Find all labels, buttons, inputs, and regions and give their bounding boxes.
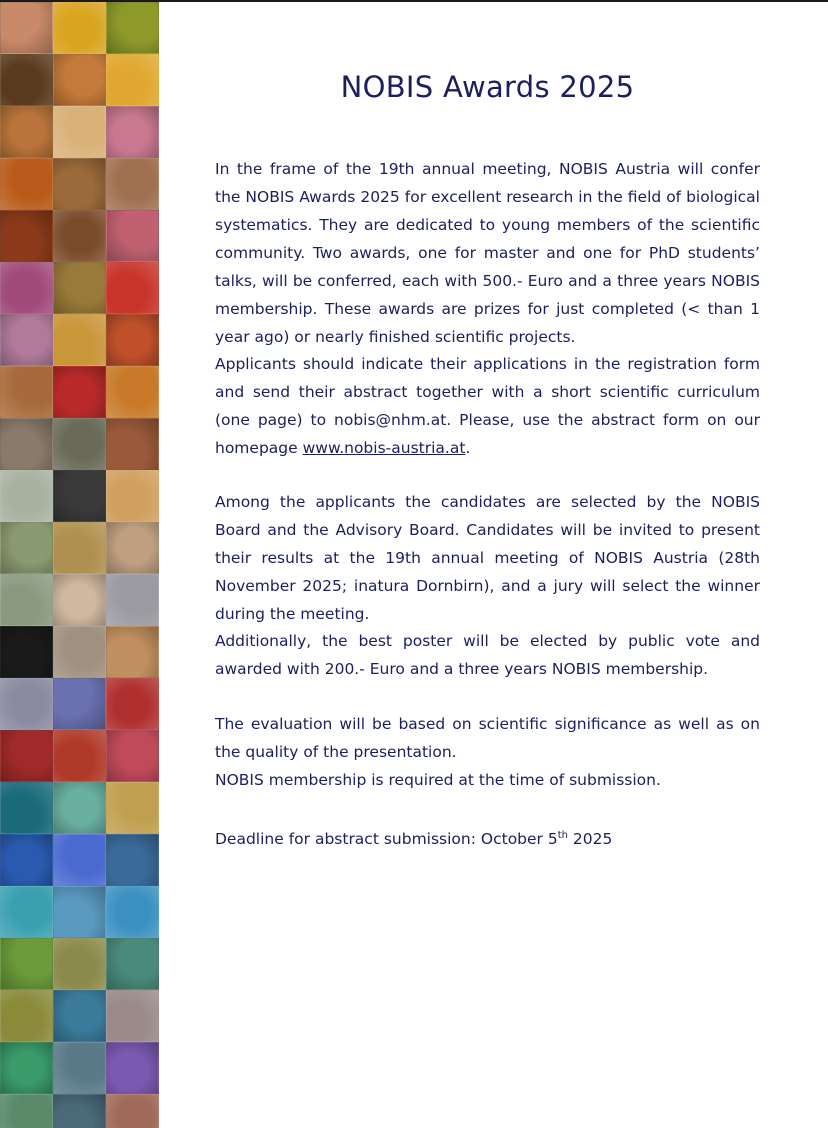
mosaic-photo-tile <box>53 158 106 210</box>
mosaic-photo-tile <box>106 418 159 470</box>
mosaic-photo-tile <box>0 1042 53 1094</box>
deadline-year: 2025 <box>567 830 613 849</box>
biodiversity-photo-mosaic <box>0 2 159 1128</box>
mosaic-photo-tile <box>0 418 53 470</box>
mosaic-photo-tile <box>53 470 106 522</box>
mosaic-photo-tile <box>53 990 106 1042</box>
mosaic-photo-tile <box>106 1094 159 1128</box>
mosaic-photo-tile <box>106 54 159 106</box>
mosaic-photo-tile <box>0 522 53 574</box>
deadline-line <box>215 822 760 853</box>
paragraph-selection: Among the applicants the candidates are selected by the NOBIS Board and the Advisory Board. Candidates will be invited to present their results at the 19th annual meeting of NOBIS Austria (28th November 2025; inatura Dornbirn), and a jury will select the winner during the meeting. <box>215 493 760 623</box>
mosaic-photo-tile <box>106 314 159 366</box>
mosaic-photo-tile <box>53 418 106 470</box>
application-end: . <box>465 439 471 457</box>
mosaic-photo-tile <box>0 678 53 730</box>
paragraph-poster-award: Additionally, the best poster will be elected by public vote and awarded with 200.- Euro and a three years NOBIS membership. <box>215 632 760 678</box>
mosaic-photo-tile <box>53 834 106 886</box>
paragraph-application <box>215 350 760 462</box>
mosaic-photo-tile <box>0 730 53 782</box>
mosaic-photo-tile <box>53 210 106 262</box>
mosaic-photo-tile <box>106 210 159 262</box>
mosaic-photo-tile <box>0 366 53 418</box>
mosaic-photo-tile <box>0 106 53 158</box>
mosaic-photo-tile <box>0 938 53 990</box>
mosaic-photo-tile <box>0 262 53 314</box>
mosaic-photo-tile <box>106 574 159 626</box>
mosaic-photo-tile <box>0 210 53 262</box>
mosaic-photo-tile <box>0 626 53 678</box>
application-text: Applicants should indicate their applications in the registration form and send their abstract together with a short scientific curriculum (one page) to nobis@nhm.at. Please, use the abstract form on our homepage <box>215 355 760 457</box>
mosaic-photo-tile <box>53 886 106 938</box>
paragraph-evaluation: The evaluation will be based on scientific significance as well as on the quality of the presentation. <box>215 715 760 761</box>
mosaic-photo-tile <box>53 678 106 730</box>
mosaic-photo-tile <box>53 938 106 990</box>
mosaic-photo-tile <box>106 2 159 54</box>
mosaic-photo-tile <box>53 54 106 106</box>
mosaic-photo-tile <box>53 626 106 678</box>
mosaic-photo-tile <box>0 834 53 886</box>
mosaic-photo-tile <box>0 54 53 106</box>
mosaic-photo-tile <box>0 886 53 938</box>
mosaic-photo-tile <box>106 626 159 678</box>
mosaic-photo-tile <box>0 1094 53 1128</box>
mosaic-photo-tile <box>106 106 159 158</box>
homepage-link[interactable]: www.nobis-austria.at <box>302 439 466 457</box>
mosaic-photo-tile <box>53 1042 106 1094</box>
mosaic-photo-tile <box>0 314 53 366</box>
mosaic-photo-tile <box>53 1094 106 1128</box>
mosaic-photo-tile <box>106 782 159 834</box>
mosaic-photo-tile <box>0 782 53 834</box>
deadline-prefix: Deadline for abstract submission: October 5 <box>215 830 558 849</box>
mosaic-photo-tile <box>0 158 53 210</box>
mosaic-photo-tile <box>53 730 106 782</box>
mosaic-photo-tile <box>106 834 159 886</box>
mosaic-photo-tile <box>106 730 159 782</box>
deadline-superscript: th <box>557 830 568 841</box>
mosaic-photo-tile <box>53 366 106 418</box>
mosaic-photo-tile <box>106 886 159 938</box>
mosaic-photo-tile <box>53 2 106 54</box>
mosaic-photo-tile <box>106 938 159 990</box>
mosaic-photo-tile <box>106 1042 159 1094</box>
mosaic-photo-tile <box>106 470 159 522</box>
paragraph-award-intro: In the frame of the 19th annual meeting, NOBIS Austria will confer the NOBIS Awards 2025 for excellent research in the field of biological systematics. They are dedicated to young members of the scientific community. Two awards, one for master and one for PhD students’ talks, will be conferred, each with 500.- Euro and a three years NOBIS membership. These awards are prizes for just completed (< than 1 year ago) or nearly finished scientific projects. <box>215 160 760 346</box>
paragraph-membership-requirement: NOBIS membership is required at the time of submission. <box>215 771 661 789</box>
mosaic-photo-tile <box>53 314 106 366</box>
mosaic-photo-tile <box>106 262 159 314</box>
mosaic-photo-tile <box>53 106 106 158</box>
mosaic-photo-tile <box>0 574 53 626</box>
mosaic-photo-tile <box>106 158 159 210</box>
mosaic-photo-tile <box>106 522 159 574</box>
mosaic-photo-tile <box>53 574 106 626</box>
mosaic-photo-tile <box>0 470 53 522</box>
mosaic-photo-tile <box>106 990 159 1042</box>
mosaic-photo-tile <box>0 990 53 1042</box>
mosaic-photo-tile <box>53 262 106 314</box>
mosaic-photo-tile <box>106 366 159 418</box>
page-title: NOBIS Awards 2025 <box>340 70 635 104</box>
mosaic-photo-tile <box>106 678 159 730</box>
mosaic-photo-tile <box>53 522 106 574</box>
mosaic-photo-tile <box>53 782 106 834</box>
mosaic-photo-tile <box>0 2 53 54</box>
